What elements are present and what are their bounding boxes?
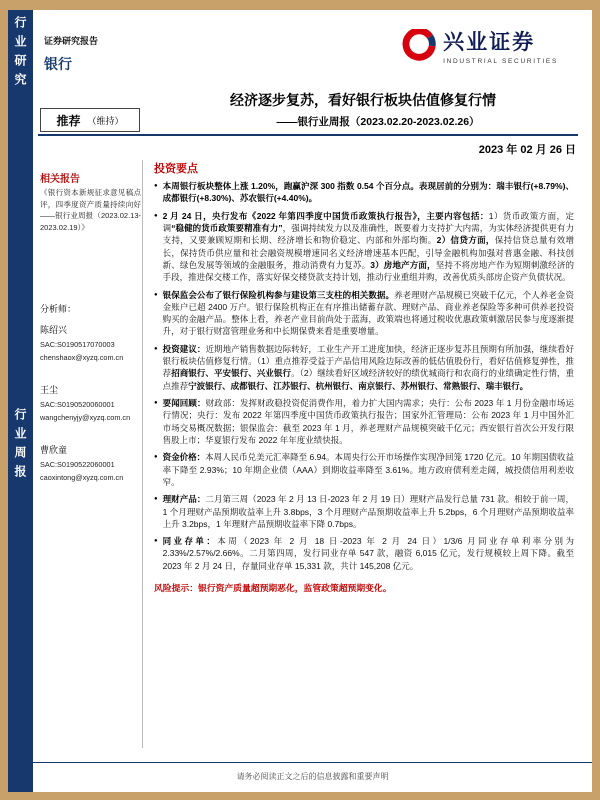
bullet-text: 本周银行板块整体上涨 1.20%，跑赢沪深 300 指数 0.54 个百分点。表现居前的分别为：瑞丰银行(+8.79%)、成都银行(+8.30%)、苏农银行(+4.40%)。 — [162, 181, 574, 204]
column-divider — [142, 160, 143, 748]
bullet-item — [154, 397, 574, 446]
bullet-text: 理财产品：二月第三周（2023 年 2 月 13 日-2023 年 2 月 19 日）理财产品发行总量 731 款。相较于前一周，1 个月理财产品预期收益率上升 3.8bps，3 个月理财产品预期收益率上升 5.2bps，6 个月理财产品预期收益率上升 3.2bps，1 年理财产品预期收益率下降 0.7bps。 — [162, 494, 574, 529]
bullet-item — [154, 535, 574, 572]
brand-name: 兴业证券 — [443, 30, 536, 54]
bullet-item — [154, 493, 574, 530]
bullet-item — [154, 343, 574, 392]
analyst-email: caoxintong@xyzq.com.cn — [40, 473, 124, 482]
rating-status: （维持） — [87, 115, 124, 126]
bullet-marker: ● — [154, 454, 158, 461]
analyst-email: chenshaox@xyzq.com.cn — [40, 353, 124, 362]
key-points-body — [154, 180, 574, 595]
bullet-item — [154, 289, 574, 338]
bullet-marker: ● — [154, 345, 158, 352]
analyst-name: 曹欣童 — [40, 445, 68, 455]
risk-warning: 风险提示：银行资产质量超预期恶化，监管政策超预期变化。 — [154, 583, 392, 594]
analyst-sac: SAC:S0190517070003 — [40, 340, 115, 349]
report-page — [8, 10, 592, 792]
bullet-marker: ● — [154, 400, 158, 406]
bullet-text: 同业存单：本周（2023 年 2 月 18 日-2023 年 2 月 24 日）1/3/6 月同业存单利率分别为 2.33%/2.57%/2.66%。二月第四周，发行同业存单 547 款，融资 6,015 亿元，发行规模较上周下降。截至 2023 年 2 月 24 日，存量同业存单 15,331 款，共计 145,208 亿元。 — [162, 536, 574, 571]
analyst-email: wangchenyjy@xyzq.com.cn — [40, 413, 131, 422]
brand-logo — [402, 26, 558, 65]
sidebar-label-industry-weekly: 行业周报 — [13, 408, 27, 484]
analyst-sac: SAC:S0190522060001 — [40, 460, 115, 469]
key-points-title: 投资要点 — [154, 163, 198, 175]
bullet-text: 资金价格：本周人民币兑美元汇率降至 6.94。本周央行公开市场操作实现净回笼 1720 亿元。10 年期国债收益率下降至 2.93%；10 年期企业债（AAA）到期收益率降至 3.61%。地方政府债利差走阔，城投债信用利差收窄。 — [162, 452, 574, 487]
report-type-label: 证券研究报告 — [44, 36, 99, 46]
bullet-text: 银保监会公布了银行保险机构参与建设第三支柱的相关数据。养老理财产品规模已突破千亿元，个人养老金资金账户已超 2400 万户。银行保险机构正在有序推出储蓄存款、理财产品、商业养老保险等多种可供养老投资购买的金融产品。整体上看，养老产业目前尚处于蓝海，政策端也将通过税收优惠政策刺激居民参与度逐渐提升，对于银行财富管理业务和中长期保费来看是重要增量。 — [162, 289, 574, 337]
report-date: 2023 年 02 月 26 日 — [478, 144, 576, 156]
analyst-name: 王尘 — [40, 385, 59, 395]
analyst-name: 陈绍兴 — [40, 325, 68, 335]
analyst-sac: SAC:S0190520060001 — [40, 400, 115, 409]
analysts-label: 分析师： — [40, 304, 77, 314]
analyst-entry — [40, 323, 145, 362]
bullet-marker: ● — [154, 183, 158, 189]
related-report-citation: 《银行资本新规征求意见稿点评，四季度资产质量持续向好——银行业周报（2023.02.13-2023.02.19）》 — [40, 188, 141, 232]
bullet-marker: ● — [154, 538, 158, 545]
sidebar-label-industry-research: 行业研究 — [13, 16, 27, 92]
bullet-text: 2 月 24 日，央行发布《2022 年第四季度中国货币政策执行报告》，主要内容包括：1）货币政策方面，定调“稳健的货币政策要精准有力”，强调持续发力以及准确性，既要着力支持扩大内需，为实体经济提供更有力支持，又要兼顾短期和长期、经济增长和物价稳定、内部和外部均衡。2）信贷方面，保持信贷总量有效增长，保持货币供应量和社会融资规模增速同名义经济增速基本匹配，引导金融机构加强对普惠金融、科技创新、绿色发展等领域的金融服务，推动消费有力复苏。3）房地产方面，坚持不将房地产作为短期刺激经济的手段，推进保交楼工作，落实好保交楼贷款支持计划，推动行业重组并购，改善优质头部房企资产负债状况。 — [162, 210, 574, 283]
analyst-entry — [40, 443, 145, 482]
brand-text — [443, 26, 558, 65]
bullet-item — [154, 210, 574, 284]
bullet-item — [154, 180, 574, 205]
bullet-marker: ● — [154, 496, 158, 503]
bullet-marker: ● — [154, 212, 158, 219]
footer-divider — [33, 762, 592, 763]
bullet-text: 要闻回顾：财政部：发挥财政稳投资促消费作用，着力扩大国内需求；央行：公布 2023 年 1 月份金融市场运行情况；央行：发布 2022 年第四季度中国货币政策执行报告；国家外汇管理局：公布 2023 年 1 月中国外汇市场交易概况数据；银保监会：截至 2023 年 1 月，养老理财产品规模突破千亿元；西安银行首次公开发行限售股上市；华夏银行发布 2022 年年度业绩快报。 — [162, 398, 574, 445]
header-divider — [38, 134, 578, 136]
rating-label: 推荐 — [56, 113, 81, 128]
footer-disclaimer: 请务必阅读正文之后的信息披露和重要声明 — [236, 772, 389, 781]
left-edge-bar — [8, 10, 33, 792]
industry-label: 银行 — [44, 56, 72, 72]
report-title: 经济逐步复苏，看好银行板块估值修复行情 — [230, 92, 496, 108]
report-subtitle: ——银行业周报（2023.02.20-2023.02.26） — [276, 116, 480, 128]
rating-box — [40, 108, 140, 132]
analyst-entry — [40, 383, 145, 422]
bullet-marker: ● — [154, 291, 158, 298]
related-reports-title: 相关报告 — [40, 174, 80, 185]
brand-name-en: INDUSTRIAL SECURITIES — [443, 58, 558, 65]
bullet-text: 投资建议：近期地产销售数据边际转好，工业生产开工进度加快，经济正逐步复苏且预期有所加强，继续看好银行板块估值修复行情。（1）重点推荐受益于产品信用风险边际改善的低估值股份行，看好估值修复弹性，推荐招商银行、平安银行、兴业银行。（2）继续看好区域经济较好的绩优城商行和农商行的业绩确定性行情，重点推荐宁波银行、成都银行、江苏银行、杭州银行、南京银行、苏州银行、常熟银行、瑞丰银行。 — [162, 343, 574, 391]
bullet-item — [154, 451, 574, 488]
brand-mark-icon — [402, 29, 436, 63]
